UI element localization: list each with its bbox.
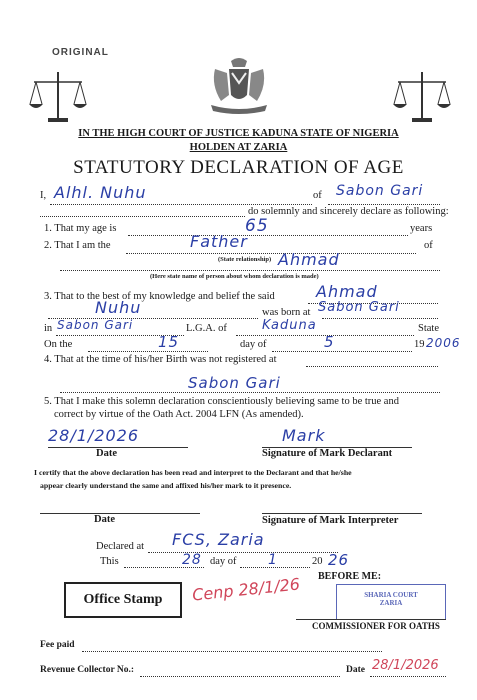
of-label: of (313, 190, 322, 201)
court-stamp (336, 584, 446, 620)
lga-value: Kaduna (262, 318, 317, 333)
certify-line-1: I certify that the above declaration has been read and interpret to the Declarant and that he/she (34, 468, 352, 477)
relationship-value: Father (190, 232, 248, 251)
born-at-line (322, 318, 438, 319)
relationship-label: 2. That I am the (44, 240, 111, 251)
years-label: years (410, 223, 433, 234)
birth-year: 2006 (426, 336, 461, 350)
commissioner-label: COMMISSIONER FOR OATHS (312, 621, 440, 631)
in-value: Sabon Gari (57, 318, 134, 332)
knowledge-label: 3. That to the best of my knowledge and belief the said (44, 291, 275, 302)
original-label: ORIGINAL (52, 47, 109, 58)
relationship-line (126, 253, 416, 254)
interpreter-date-label: Date (94, 514, 115, 525)
declarant-date-line (48, 447, 188, 448)
registration-line-1 (306, 366, 438, 367)
interpreter-signature-line (262, 513, 422, 514)
declared-day-of-label: day of (210, 556, 237, 567)
declarant-address: Sabon Gari (336, 183, 424, 199)
state-label: State (418, 323, 439, 334)
person-caption: (Here state name of person about whom declaration is made) (150, 273, 319, 280)
said-name: Ahmad (316, 282, 378, 301)
declared-year: 26 (328, 551, 350, 569)
interpreter-date-line (40, 513, 200, 514)
declarant-address-line (328, 204, 440, 205)
day-line (88, 351, 208, 352)
person-name-line (60, 270, 440, 271)
declared-at-line (148, 552, 338, 553)
born-at-value: Sabon Gari (318, 300, 400, 315)
coat-of-arms-emblem (205, 55, 273, 117)
before-me-label: BEFORE ME: (318, 571, 382, 582)
certify-line-2: appear clearly understand the same and affixed his/her mark to it presence. (40, 481, 292, 490)
registration-value: Sabon Gari (188, 374, 281, 392)
scales-of-justice-icon-right (392, 68, 452, 126)
red-initials: Cenp 28/1/26 (191, 574, 301, 605)
day-of-label: day of (240, 339, 267, 350)
declarant-date-value: 28/1/2026 (48, 426, 140, 445)
footer-date-label: Date (346, 665, 365, 675)
office-stamp-label: Office Stamp (83, 592, 163, 607)
declarant-name: Alhl. Nuhu (54, 183, 147, 202)
name-line-value: Nuhu (95, 298, 142, 317)
holden-heading: HOLDEN AT ZARIA (189, 142, 288, 153)
oath-line-2: correct by virtue of the Oath Act. 2004 LFN (As amended). (54, 409, 304, 420)
declarant-signature-label: Signature of Mark Declarant (262, 448, 393, 459)
birth-month: 5 (324, 333, 335, 351)
footer-date-value: 28/1/2026 (372, 658, 439, 673)
solemn-text: do solemnly and sincerely declare as following: (248, 206, 449, 217)
age-label: 1. That my age is (44, 223, 117, 234)
oath-line-1: 5. That I make this solemn declaration conscientiously believing same to be true and (44, 396, 399, 407)
revenue-collector-line (140, 676, 340, 677)
declared-day: 28 (182, 552, 202, 568)
registration-line-2 (60, 392, 440, 393)
office-stamp-box (64, 582, 182, 618)
declared-at-label: Declared at (96, 541, 145, 552)
relationship-caption: (State relationship) (218, 256, 272, 263)
on-the-label: On the (44, 339, 73, 350)
commissioner-line (296, 619, 446, 620)
year-prefix: 19 (414, 339, 425, 350)
in-label: in (44, 323, 53, 334)
born-at-label: was born at (262, 307, 311, 318)
declared-at-value: FCS, Zaria (172, 530, 265, 549)
i-label: I, (40, 190, 47, 201)
age-value: 65 (245, 216, 269, 236)
scales-of-justice-icon-left (28, 68, 88, 126)
declarant-name-line (50, 204, 312, 205)
document-title: STATUTORY DECLARATION OF AGE (73, 157, 404, 178)
month-line (272, 351, 412, 352)
person-name: Ahmad (278, 250, 340, 269)
court-stamp-line-1: SHARIA COURT (364, 591, 418, 599)
fee-paid-label: Fee paid (40, 640, 75, 650)
continuation-line (40, 216, 245, 217)
registration-label: 4. That at the time of his/her Birth was not registered at (44, 354, 277, 365)
declarant-date-label: Date (96, 448, 117, 459)
court-stamp-line-2: ZARIA (379, 599, 403, 607)
fee-paid-line (82, 651, 382, 652)
birth-day: 15 (158, 333, 180, 351)
declared-year-prefix: 20 (312, 556, 323, 567)
footer-date-line (370, 676, 446, 677)
court-heading: IN THE HIGH COURT OF JUSTICE KADUNA STATE OF NIGERIA (78, 128, 399, 139)
declarant-signature-mark: Mark (282, 426, 326, 445)
of-label-2: of (424, 240, 433, 251)
this-label: This (100, 556, 119, 567)
declared-month: 1 (268, 552, 278, 568)
lga-label: L.G.A. of (186, 323, 227, 334)
interpreter-signature-label: Signature of Mark Interpreter (262, 515, 399, 526)
revenue-collector-label: Revenue Collector No.: (40, 665, 135, 675)
